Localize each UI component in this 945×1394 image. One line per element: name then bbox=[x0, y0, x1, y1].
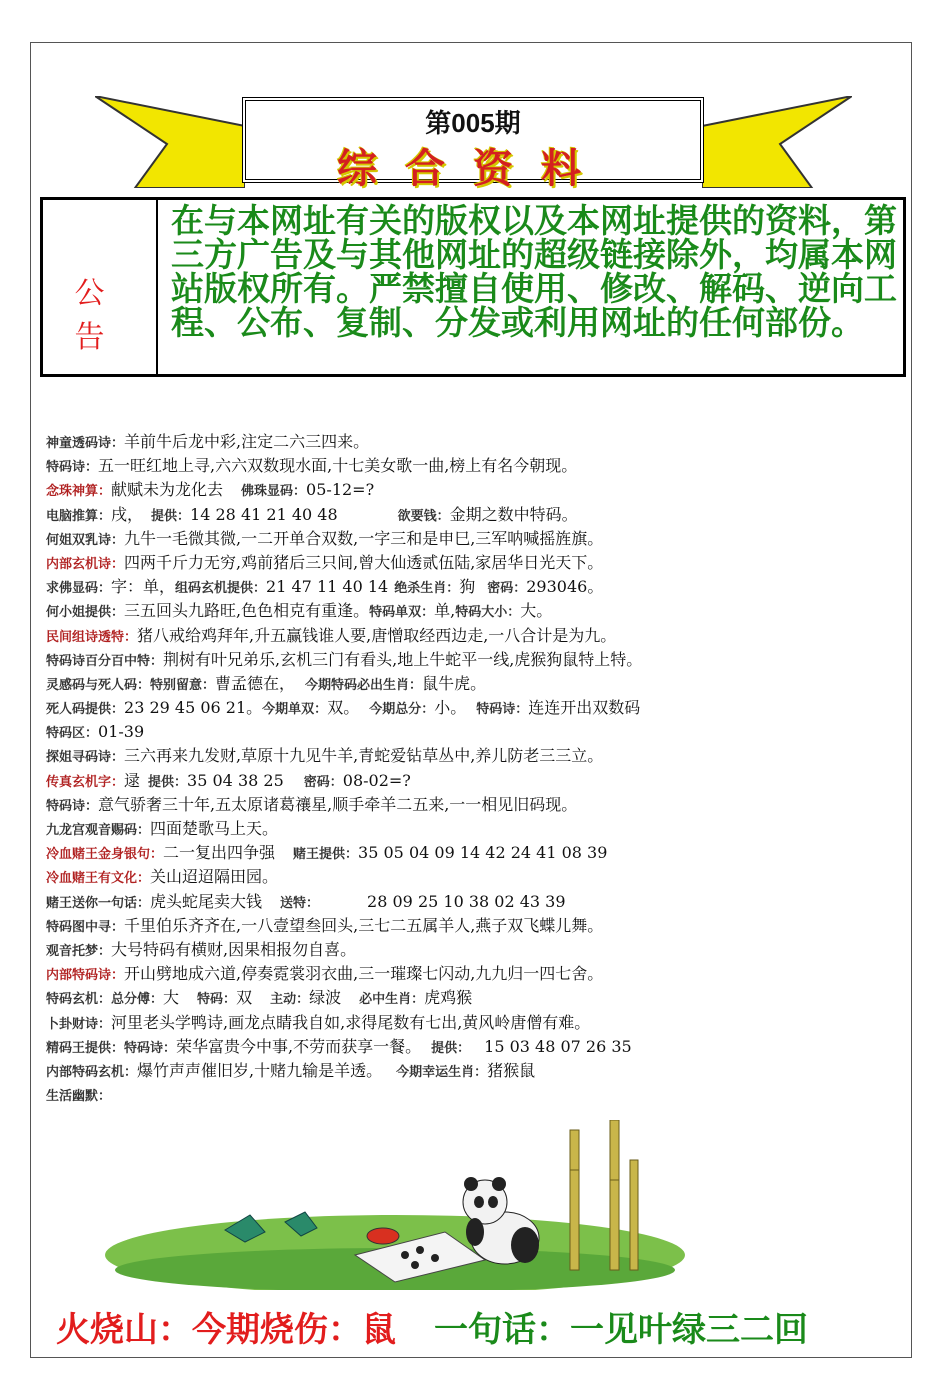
row-label-4: 密码： bbox=[487, 581, 527, 597]
row-value: 猪八戒给鸡拜年,升五赢钱谁人要,唐憎取经西边走,一八合计是为九。 bbox=[137, 625, 617, 645]
row-9 bbox=[46, 624, 906, 648]
row-value: 大号特码有横财,因果相报勿自喜。 bbox=[111, 939, 357, 959]
row-value: 爆竹声声催旧岁,十赌九输是羊透。 bbox=[137, 1060, 383, 1080]
row-label-2: 特码诗： bbox=[124, 1040, 177, 1056]
row-label: 生活幽默： bbox=[46, 1089, 112, 1105]
row-label-2: 提供： bbox=[151, 508, 191, 524]
row-value-3: 大。 bbox=[520, 601, 553, 621]
row-label-2: 今期幸运生肖： bbox=[396, 1064, 488, 1080]
row-label-4: 主动： bbox=[270, 992, 310, 1008]
row-label-3: 今期特码必出生肖： bbox=[305, 677, 423, 693]
row-value-2: 05-12=? bbox=[306, 480, 375, 500]
row-label: 特码区： bbox=[46, 726, 99, 742]
row-label: 电脑推算： bbox=[46, 508, 112, 524]
row-15 bbox=[46, 769, 906, 793]
row-label-3: 特码大小： bbox=[455, 605, 521, 621]
row-value: 四面楚歌马上天。 bbox=[150, 819, 279, 838]
row-value-2: 21 47 11 40 14 bbox=[266, 577, 389, 597]
row-label-2: 特码单双： bbox=[369, 605, 435, 621]
row-label-3: 特码： bbox=[197, 992, 237, 1008]
row-value: 戌， bbox=[111, 504, 144, 524]
row-value: 字：单， bbox=[111, 577, 176, 597]
row-value-2: 14 28 41 21 40 48 bbox=[190, 504, 338, 524]
row-27 bbox=[46, 1059, 906, 1083]
row-label: 特码玄机： bbox=[46, 992, 112, 1008]
row-8 bbox=[46, 599, 906, 623]
row-label: 观音托梦： bbox=[46, 943, 112, 959]
row-value-3: 小。 bbox=[434, 698, 467, 718]
row-16 bbox=[46, 793, 906, 817]
row-label: 何小姐提供： bbox=[46, 605, 125, 621]
row-label: 内部玄机诗： bbox=[46, 556, 125, 572]
notice-text: 在与本网址有关的版权以及本网址提供的资料，第三方广告及与其他网址的超级链接除外，均属本网站版权所有。严禁擅自使用、修改、解码、逆向工程、公布、复制、分发或利用网址的任何部份。 bbox=[171, 201, 897, 342]
row-label: 传真玄机字： bbox=[46, 774, 125, 790]
row-13 bbox=[46, 720, 906, 744]
row-value: 01-39 bbox=[98, 722, 145, 742]
row-value-2: 双。 bbox=[327, 698, 360, 718]
row-25 bbox=[46, 1011, 906, 1035]
row-4 bbox=[46, 503, 906, 527]
row-23 bbox=[46, 962, 906, 986]
poem-list bbox=[46, 430, 906, 1107]
row-label: 冷血赌王金身银句： bbox=[46, 847, 164, 863]
row-18 bbox=[46, 841, 906, 865]
row-value-2: 28 09 25 10 38 02 43 39 bbox=[367, 891, 566, 911]
row-14 bbox=[46, 744, 906, 768]
row-value-4: 连连开出双数码 bbox=[528, 698, 641, 718]
yiju-value: 一见叶绿三二回 bbox=[570, 1310, 808, 1350]
row-label: 卜卦财诗： bbox=[46, 1016, 112, 1032]
panda-illustration bbox=[105, 1120, 695, 1290]
row-label-4: 特码诗： bbox=[476, 702, 529, 718]
row-label-5: 必中生肖： bbox=[359, 992, 425, 1008]
row-value-2: 35 04 38 25 bbox=[187, 770, 284, 790]
row-label: 精码王提供： bbox=[46, 1040, 125, 1056]
row-value: 逯 bbox=[124, 770, 141, 790]
row-value-2: 35 05 04 09 14 42 24 41 08 39 bbox=[358, 843, 608, 863]
row-5 bbox=[46, 527, 906, 551]
row-value-3: 双 bbox=[236, 988, 253, 1008]
row-label: 念珠神算： bbox=[46, 484, 112, 500]
row-label: 特码诗： bbox=[46, 798, 99, 814]
row-label: 九龙宫观音赐码： bbox=[46, 823, 151, 838]
fire-label: 火烧山：今期烧伤： bbox=[56, 1310, 362, 1350]
yellow-ribbon-left bbox=[95, 96, 245, 188]
row-12 bbox=[46, 696, 906, 720]
row-value: 四两千斤力无穷,鸡前猪后三只间,曾大仙透贰伍陆,家居华日光天下。 bbox=[124, 552, 604, 572]
row-value-2: 单, bbox=[434, 601, 456, 621]
row-value-2: 大 bbox=[163, 988, 180, 1008]
row-21 bbox=[46, 914, 906, 938]
row-label: 神童透码诗： bbox=[46, 436, 125, 451]
row-value-3: 鼠牛虎。 bbox=[422, 673, 487, 693]
row-value: 荆树有叶兄弟乐,玄机三门有看头,地上牛蛇平一线,虎猴狗鼠特上特。 bbox=[163, 649, 643, 669]
row-label: 内部特码玄机： bbox=[46, 1064, 138, 1080]
row-label: 探姐寻码诗： bbox=[46, 750, 125, 766]
row-value-5: 虎鸡猴 bbox=[424, 988, 473, 1008]
notice-box bbox=[40, 197, 906, 377]
yiju-label: 一句话： bbox=[434, 1310, 570, 1350]
row-label-2: 特别留意： bbox=[150, 677, 216, 693]
notice-label-cell bbox=[43, 200, 158, 374]
row-value-2: 猪猴鼠 bbox=[487, 1060, 536, 1080]
row-label-3: 密码： bbox=[303, 774, 343, 790]
row-3 bbox=[46, 478, 906, 502]
row-label: 赌王送你一句话： bbox=[46, 895, 151, 911]
row-label: 特码图中寻： bbox=[46, 919, 125, 935]
row-value-4: 293046。 bbox=[526, 577, 604, 597]
row-1 bbox=[46, 430, 906, 454]
row-20 bbox=[46, 890, 906, 914]
row-label: 特码诗百分百中特： bbox=[46, 653, 164, 669]
row-11 bbox=[46, 672, 906, 696]
row-value-2: 荣华富贵今中事,不劳而获享一餐。 bbox=[176, 1036, 422, 1056]
row-label: 内部特码诗： bbox=[46, 968, 125, 984]
row-label-2: 今期单双： bbox=[262, 702, 328, 718]
row-label-3: 今期总分： bbox=[369, 702, 435, 718]
page-title: 综合资料 bbox=[337, 145, 609, 192]
row-label-2: 送特： bbox=[280, 895, 320, 911]
row-label: 死人码提供： bbox=[46, 702, 125, 718]
notice-label: 公 告 bbox=[74, 276, 125, 355]
row-value: 五一旺红地上寻,六六双数现水面,十七美女歌一曲,榜上有名今朝现。 bbox=[98, 456, 578, 476]
row-value: 意气骄奢三十年,五太原诸葛禳星,顺手牵羊二五来,一一相见旧码现。 bbox=[98, 794, 578, 814]
row-value: 虎头蛇尾卖大钱 bbox=[150, 891, 263, 911]
row-value-2: 曹孟德在， bbox=[215, 673, 296, 693]
row-label: 求佛显码： bbox=[46, 581, 112, 597]
row-label: 民间组诗透特： bbox=[46, 629, 138, 645]
footer-line bbox=[56, 1302, 808, 1351]
row-value: 关山迢迢隔田园。 bbox=[150, 867, 279, 887]
row-value: 千里伯乐齐齐在,一八壹望叁回头,三七二五属羊人,燕子双飞蝶儿舞。 bbox=[124, 915, 604, 935]
row-value: 三六再来九发财,草原十九见牛羊,青蛇爱钻草丛中,养儿防老三三立。 bbox=[124, 746, 604, 766]
row-value-3: 金期之数中特码。 bbox=[449, 504, 578, 524]
row-value-3: 15 03 48 07 26 35 bbox=[484, 1036, 632, 1056]
row-24 bbox=[46, 986, 906, 1010]
row-label: 灵感码与死人码： bbox=[46, 677, 151, 693]
row-value-3: 狗 bbox=[459, 577, 476, 597]
row-2 bbox=[46, 454, 906, 478]
row-label-3: 绝杀生肖： bbox=[394, 581, 460, 597]
row-value: 河里老头学鸭诗,画龙点睛我自如,求得尾数有七出,黄风岭唐僧有难。 bbox=[111, 1012, 591, 1032]
row-label: 特码诗： bbox=[46, 460, 99, 476]
row-7 bbox=[46, 575, 906, 599]
row-label-3: 提供： bbox=[431, 1040, 471, 1056]
row-value: 羊前牛后龙中彩,注定二六三四来。 bbox=[124, 432, 370, 451]
row-10 bbox=[46, 648, 906, 672]
row-label: 冷血赌王有文化： bbox=[46, 871, 151, 887]
fire-value: 鼠 bbox=[362, 1310, 396, 1350]
row-28 bbox=[46, 1083, 906, 1107]
row-value: 开山劈地成六道,停奏霓裳羽衣曲,三一璀璨七闪动,九九归一四七舍。 bbox=[124, 964, 604, 984]
yellow-ribbon-right bbox=[702, 96, 852, 188]
row-label-2: 佛珠显码： bbox=[241, 484, 307, 500]
row-value: 二一复出四争强 bbox=[163, 843, 276, 863]
row-label: 何姐双乳诗： bbox=[46, 532, 125, 548]
row-value: 三五回头九路旺,色色相克有重逢。 bbox=[124, 601, 370, 621]
row-22 bbox=[46, 938, 906, 962]
row-label-2: 提供： bbox=[148, 774, 188, 790]
row-6 bbox=[46, 551, 906, 575]
row-value-3: 08-02=? bbox=[342, 770, 411, 790]
row-value: 23 29 45 06 21。 bbox=[124, 698, 263, 718]
row-19 bbox=[46, 865, 906, 889]
title-box bbox=[242, 97, 704, 192]
row-value: 九牛一毛微其微,一二开单合双数,一字三和是申巳,三军呐喊摇旌旗。 bbox=[124, 528, 604, 548]
row-label-2: 总分傅： bbox=[111, 992, 164, 1008]
row-label-2: 赌王提供： bbox=[293, 847, 359, 863]
row-label-3: 欲要钱： bbox=[397, 508, 450, 524]
issue-number: 第005期 bbox=[425, 108, 521, 138]
row-17 bbox=[46, 817, 906, 841]
row-value: 献赋未为龙化去 bbox=[111, 480, 224, 500]
row-26 bbox=[46, 1035, 906, 1059]
row-label-2: 组码玄机提供： bbox=[175, 581, 267, 597]
row-value-4: 绿波 bbox=[309, 988, 342, 1008]
